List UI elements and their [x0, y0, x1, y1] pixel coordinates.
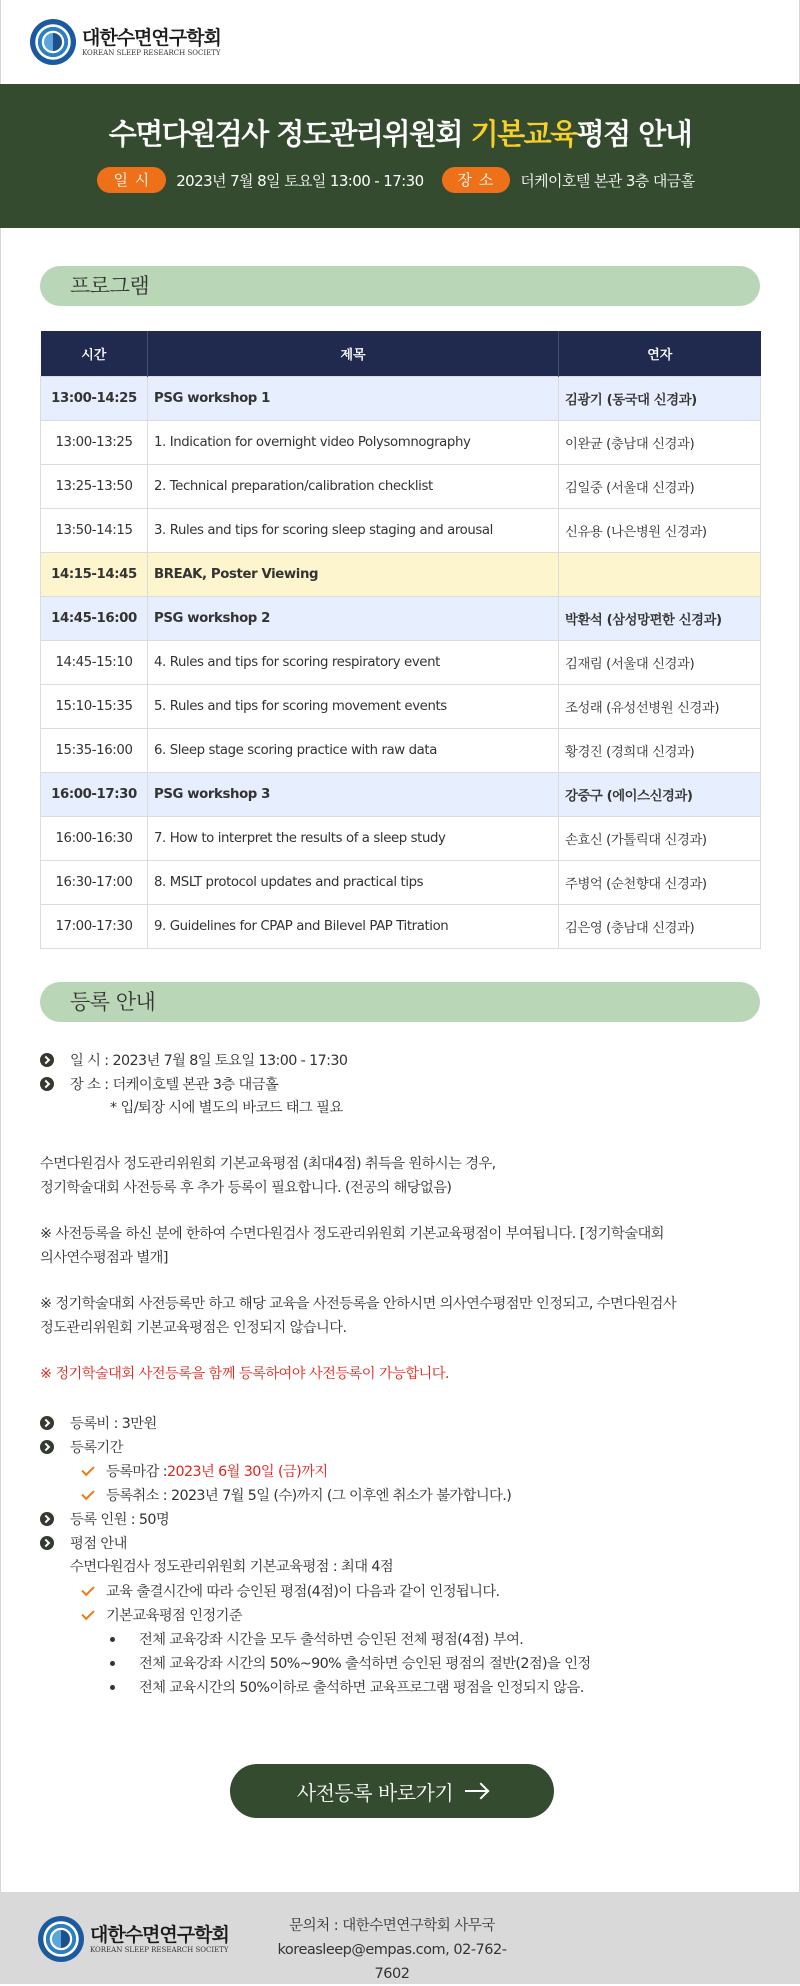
paragraph-notice-2: ※ 정기학술대회 사전등록만 하고 해당 교육을 사전등록을 안하시면 의사연수평점만 인정되고, 수면다원검사 정도관리위원회 기본교육평점은 인정되지 않습니다. — [40, 1296, 677, 1336]
list-item: 일 시 : 2023년 7월 8일 토요일 13:00 - 17:30 — [40, 1048, 760, 1072]
cell-title: 5. Rules and tips for scoring movement events — [148, 684, 559, 728]
society-name-ko: 대한수면연구학회 — [90, 1923, 229, 1946]
date-pill: 일 시 — [97, 167, 166, 193]
cell-speaker — [559, 552, 761, 596]
deadline-value: 2023년 6월 30일 (금)까지 — [167, 1464, 328, 1480]
criteria-item: 전체 교육시간의 50%이하로 출석하면 교육프로그램 평점을 인정되지 않음. — [40, 1675, 760, 1699]
cell-title: PSG workshop 2 — [148, 596, 559, 640]
cell-speaker: 조성래 (유성선병원 신경과) — [559, 684, 761, 728]
registration-info — [40, 1048, 760, 1699]
table-row — [41, 552, 761, 596]
list-item-fee: 등록비 : 3만원 — [40, 1411, 760, 1435]
table-row — [41, 640, 761, 684]
society-seal-icon — [30, 19, 76, 65]
bullet-icon — [40, 1077, 54, 1091]
cell-speaker: 김일중 (서울대 신경과) — [559, 464, 761, 508]
check-icon — [81, 1606, 94, 1619]
table-header-row — [41, 331, 761, 376]
footer — [0, 1892, 800, 1984]
header-time: 시간 — [41, 331, 148, 376]
contact-email-phone: koreasleep@empas.com, 02-762-7602 — [277, 1942, 507, 1982]
cell-title: 1. Indication for overnight video Polysomnography — [148, 420, 559, 464]
title-highlight: 기본교육 — [470, 117, 577, 151]
cell-speaker: 박환석 (삼성망편한 신경과) — [559, 596, 761, 640]
check-item-deadline: 등록마감 : 2023년 6월 30일 (금)까지 — [40, 1459, 760, 1483]
table-row — [41, 772, 761, 816]
cell-time: 14:45-16:00 — [41, 596, 148, 640]
cell-speaker: 김재림 (서울대 신경과) — [559, 640, 761, 684]
criteria-item: 전체 교육강좌 시간의 50%~90% 출석하면 승인된 평점의 절반(2점)을 인정 — [40, 1651, 760, 1675]
cell-title: PSG workshop 1 — [148, 376, 559, 420]
cell-time: 14:15-14:45 — [41, 552, 148, 596]
dot-icon — [110, 1637, 115, 1642]
footer-logo[interactable] — [38, 1916, 229, 1962]
check-icon — [81, 1582, 94, 1595]
cell-speaker: 김광기 (동국대 신경과) — [559, 376, 761, 420]
cell-title: 8. MSLT protocol updates and practical tips — [148, 860, 559, 904]
cell-time: 16:00-16:30 — [41, 816, 148, 860]
place-value: 더케이호텔 본관 3층 대금홀 — [520, 171, 695, 190]
program-section-title: 프로그램 — [40, 266, 760, 306]
check-item-credit-rule: 교육 출결시간에 따라 승인된 평점(4점)이 다음과 같이 인정됩니다. — [40, 1579, 760, 1603]
paragraph-notice-1: ※ 사전등록을 하신 분에 한하여 수면다원검사 정도관리위원회 기본교육평점이 부여됩니다. [정기학술대회 의사연수평점과 별개] — [40, 1226, 664, 1266]
cell-time: 13:50-14:15 — [41, 508, 148, 552]
registration-section-title: 등록 안내 — [40, 982, 760, 1022]
cell-title: 3. Rules and tips for scoring sleep staging and arousal — [148, 508, 559, 552]
cell-speaker: 황경진 (경희대 신경과) — [559, 728, 761, 772]
date-value: 2023년 7월 8일 토요일 13:00 - 17:30 — [176, 171, 424, 190]
bullet-icon — [40, 1440, 54, 1454]
check-icon — [81, 1462, 94, 1475]
cell-title: 9. Guidelines for CPAP and Bilevel PAP Titration — [148, 904, 559, 948]
paragraph-credit-intro: 수면다원검사 정도관리위원회 기본교육평점 (최대4점) 취득을 원하시는 경우, 정기학술대회 사전등록 후 추가 등록이 필요합니다. (전공의 해당없음) — [40, 1156, 496, 1196]
bullet-icon — [40, 1053, 54, 1067]
cell-time: 13:25-13:50 — [41, 464, 148, 508]
table-row — [41, 728, 761, 772]
cell-speaker: 강중구 (에이스신경과) — [559, 772, 761, 816]
table-row — [41, 684, 761, 728]
criteria-item: 전체 교육강좌 시간을 모두 출석하면 승인된 전체 평점(4점) 부여. — [40, 1627, 760, 1651]
cell-title: 2. Technical preparation/calibration checklist — [148, 464, 559, 508]
cell-time: 16:30-17:00 — [41, 860, 148, 904]
pre-registration-button[interactable] — [230, 1764, 554, 1818]
table-row — [41, 596, 761, 640]
cell-time: 15:10-15:35 — [41, 684, 148, 728]
check-item-criteria: 기본교육평점 인정기준 — [40, 1603, 760, 1627]
event-meta — [0, 167, 800, 193]
header-speaker: 연자 — [559, 331, 761, 376]
cell-time: 17:00-17:30 — [41, 904, 148, 948]
cell-speaker: 주병억 (순천향대 신경과) — [559, 860, 761, 904]
cell-speaker: 김은영 (충남대 신경과) — [559, 904, 761, 948]
table-row — [41, 420, 761, 464]
table-row — [41, 464, 761, 508]
list-item: 장 소 : 더케이호텔 본관 3층 대금홀 — [40, 1072, 760, 1096]
dot-icon — [110, 1661, 115, 1666]
header-title: 제목 — [148, 331, 559, 376]
check-icon — [81, 1486, 94, 1499]
cell-speaker: 이완균 (충남대 신경과) — [559, 420, 761, 464]
cell-title: PSG workshop 3 — [148, 772, 559, 816]
place-pill: 장 소 — [442, 167, 511, 193]
cell-time: 13:00-13:25 — [41, 420, 148, 464]
society-name-en: KOREAN SLEEP RESEARCH SOCIETY — [82, 48, 221, 57]
dot-icon — [110, 1685, 115, 1690]
page-title: 수면다원검사 정도관리위원회 기본교육평점 안내 — [108, 117, 692, 151]
place-note: * 입/퇴장 시에 별도의 바코드 태그 필요 — [110, 1100, 343, 1116]
society-seal-icon — [38, 1916, 84, 1962]
list-item-period: 등록기간 — [40, 1435, 760, 1459]
bullet-icon — [40, 1512, 54, 1526]
cell-title: 6. Sleep stage scoring practice with raw data — [148, 728, 559, 772]
cell-time: 13:00-14:25 — [41, 376, 148, 420]
table-row — [41, 508, 761, 552]
cell-speaker: 손효신 (가톨릭대 신경과) — [559, 816, 761, 860]
cell-title: 4. Rules and tips for scoring respiratory event — [148, 640, 559, 684]
cell-time: 16:00-17:30 — [41, 772, 148, 816]
credit-max: 수면다원검사 정도관리위원회 기본교육평점 : 최대 4점 — [70, 1559, 394, 1575]
cell-speaker: 신유용 (나은병원 신경과) — [559, 508, 761, 552]
society-name-en: KOREAN SLEEP RESEARCH SOCIETY — [90, 1945, 229, 1954]
program-table — [40, 331, 761, 949]
check-item-cancel: 등록취소 : 2023년 7월 5일 (수)까지 (그 이후엔 취소가 불가합니다.) — [40, 1483, 760, 1507]
cell-title: 7. How to interpret the results of a sleep study — [148, 816, 559, 860]
arrow-right-icon — [465, 1790, 487, 1792]
notice-red: ※ 정기학술대회 사전등록을 함께 등록하여야 사전등록이 가능합니다. — [40, 1366, 449, 1382]
cell-time: 15:35-16:00 — [41, 728, 148, 772]
bullet-icon — [40, 1416, 54, 1430]
contact-info — [262, 1914, 522, 1986]
table-row — [41, 860, 761, 904]
table-row — [41, 904, 761, 948]
cell-time: 14:45-15:10 — [41, 640, 148, 684]
table-row — [41, 816, 761, 860]
pre-registration-label: 사전등록 바로가기 — [296, 1780, 454, 1805]
society-name-ko: 대한수면연구학회 — [82, 26, 221, 49]
list-item-capacity: 등록 인원 : 50명 — [40, 1507, 760, 1531]
bullet-icon — [40, 1536, 54, 1550]
list-item-credit: 평점 안내 — [40, 1531, 760, 1555]
contact-line: 문의처 : 대한수면연구학회 사무국 — [289, 1918, 495, 1934]
hero-banner — [0, 84, 800, 228]
cell-title: BREAK, Poster Viewing — [148, 552, 559, 596]
table-row — [41, 376, 761, 420]
